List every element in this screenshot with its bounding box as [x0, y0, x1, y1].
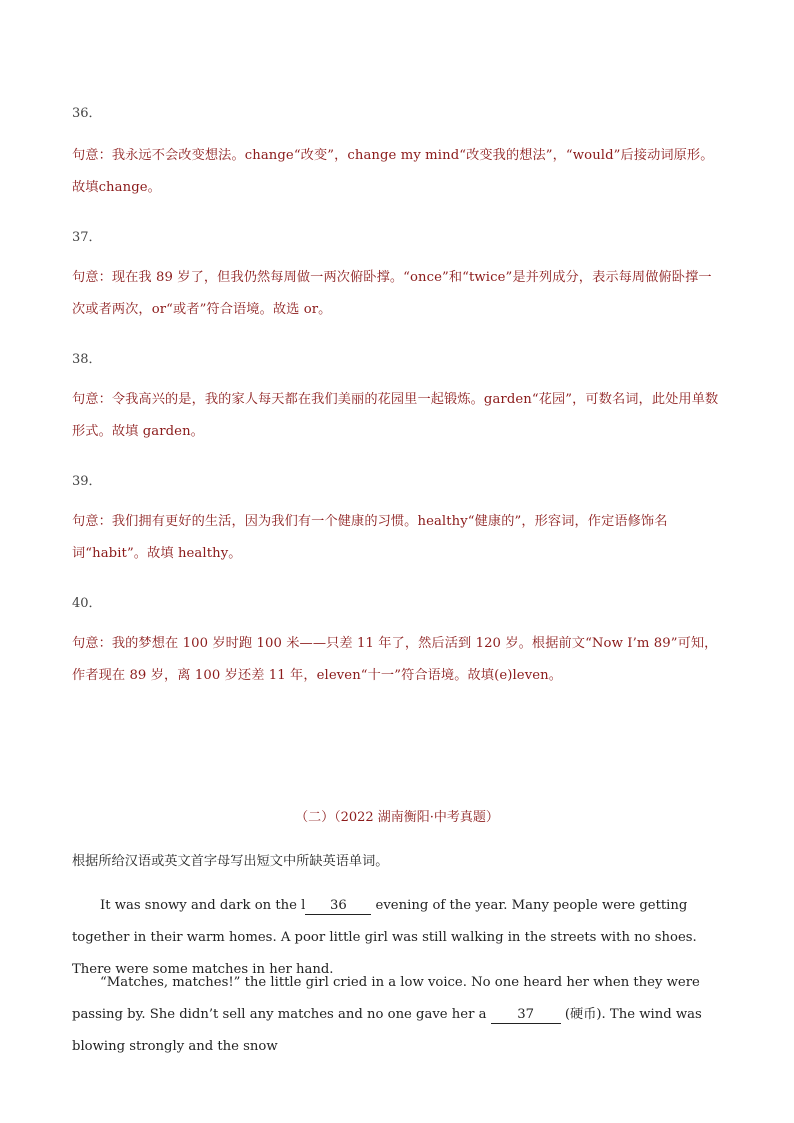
question-number-38: 38．	[72, 352, 102, 367]
question-number-37: 37．	[72, 230, 102, 245]
passage-text: evening of the year. Many people were getting together in their warm homes. A poor little girl was still walking in the streets with no shoes. There were some matches in her hand.	[72, 898, 697, 977]
question-number-36: 36．	[72, 106, 102, 121]
explanation-39: 句意：我们拥有更好的生活，因为我们有一个健康的习惯。healthy“健康的”，形容词，作定语修饰名词“habit”。故填 healthy。	[72, 514, 668, 561]
explanation-40: 句意：我的梦想在 100 岁时跑 100 米——只差 11 年了，然后活到 120 岁。根据前文“Now I’m 89”可知，作者现在 89 岁，离 100 岁还差 11 年，eleven“十一”符合语境。故填(e)leven。	[72, 636, 718, 683]
question-number-39: 39．	[72, 474, 102, 489]
explanation-37: 句意：现在我 89 岁了，但我仍然每周做一两次俯卧撑。“once”和“twice”是并列成分，表示每周做俯卧撑一次或者两次，or“或者”符合语境。故选 or。	[72, 270, 712, 317]
blank-36: 36	[305, 898, 371, 915]
instruction: 根据所给汉语或英文首字母写出短文中所缺英语单词。	[72, 854, 389, 869]
explanation-36: 句意：我永远不会改变想法。change“改变”，change my mind“改变我的想法”，“would”后接动词原形。故填change。	[72, 148, 714, 195]
explanation-38: 句意：令我高兴的是，我的家人每天都在我们美丽的花园里一起锻炼。garden“花园”，可数名词，此处用单数形式。故填 garden。	[72, 392, 719, 439]
section-title: （二）（2022 湖南衡阳·中考真题）	[295, 810, 499, 825]
passage-text: (硬币). The wind was blowing strongly and the snow	[72, 1007, 702, 1054]
question-number-40: 40．	[72, 596, 102, 611]
passage-text: It was snowy and dark on the l	[100, 898, 306, 913]
passage-paragraph-2	[72, 967, 724, 1063]
blank-37: 37	[491, 1007, 561, 1024]
passage-text: “Matches, matches!” the little girl cried in a low voice. No one heard her when they were passing by. She didn’t sell any matches and no one gave her a	[72, 975, 700, 1022]
